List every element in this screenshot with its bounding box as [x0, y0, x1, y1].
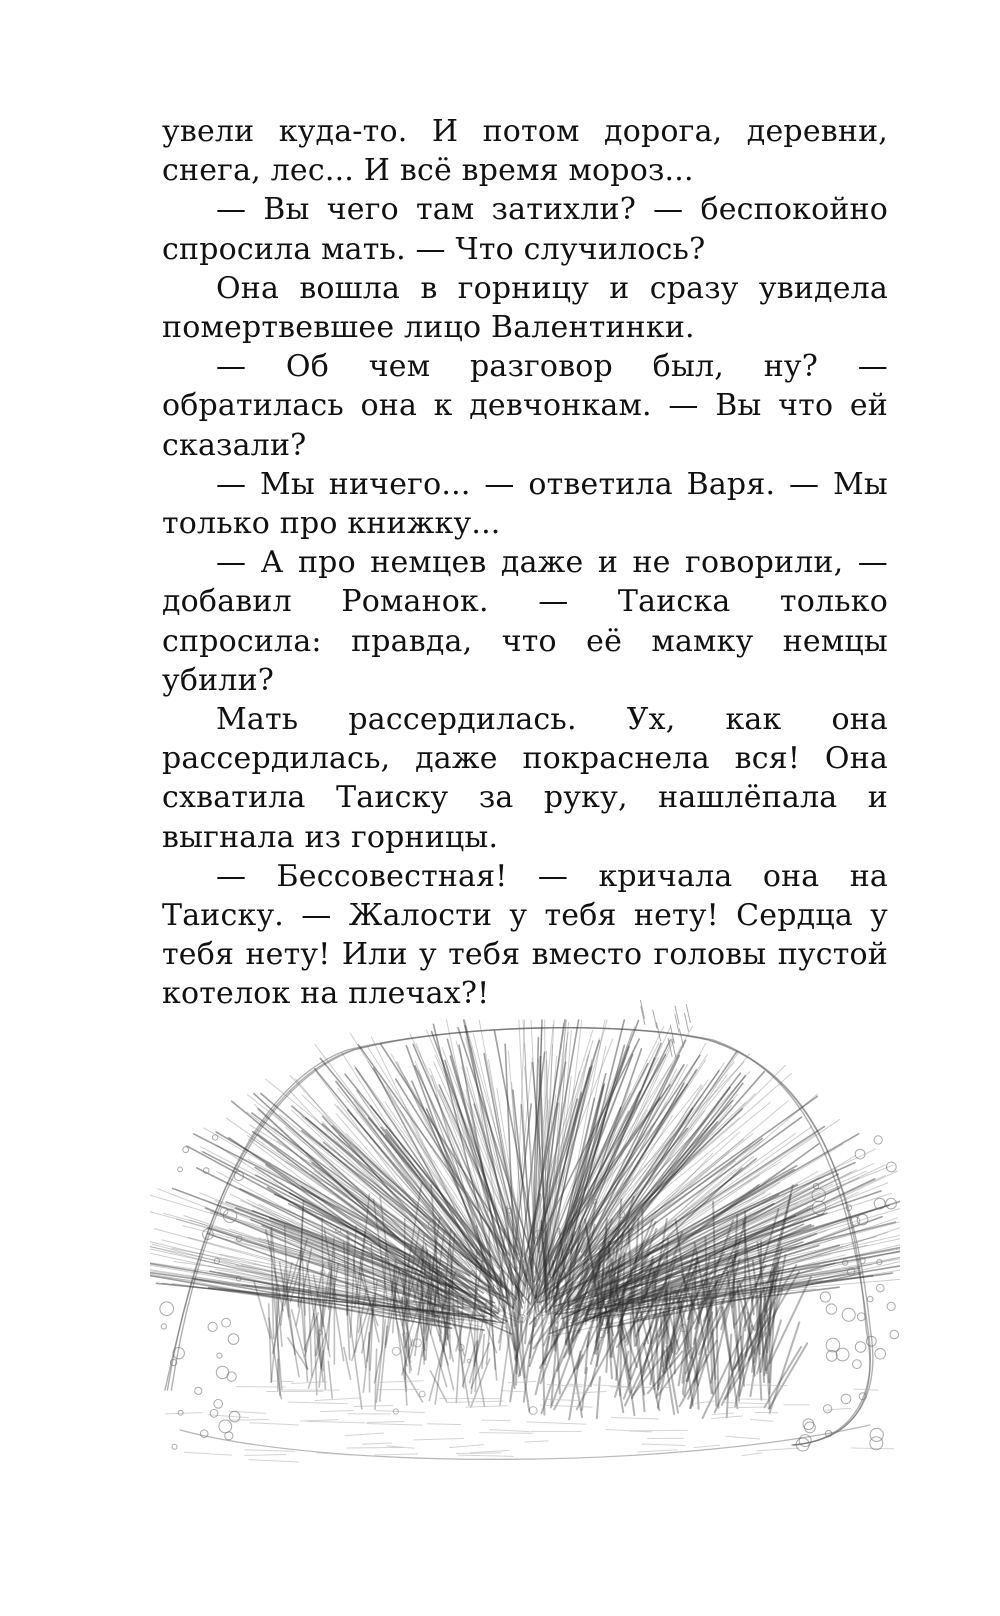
paragraph-8: — Бессовестная! — кричала она на Таиску. — Жалости у тебя нету! Сердца у тебя нету! Или у тебя вместо головы пустой котелок на плечах?!	[162, 858, 888, 1012]
paragraph-1: увели куда-то. И потом дорога, деревни, снега, лес... И всё время мороз...	[162, 114, 888, 189]
paragraph-2: — Вы чего там затихли? — беспокойно спросила мать. — Что случилось?	[162, 192, 888, 267]
book-page-text	[162, 112, 888, 1014]
paragraph-6: — А про немцев даже и не говорили, — добавил Романок. — Таиска только спросила: правда, что её мамку немцы убили?	[162, 545, 888, 698]
pencil-sketch-crater-icon	[150, 1000, 900, 1470]
paragraph-5: — Мы ничего... — ответила Варя. — Мы только про книжку...	[162, 466, 888, 542]
paragraph-3: Она вошла в горницу и сразу увидела помертвевшее лицо Валентинки.	[162, 270, 888, 346]
paragraph-4: — Об чем разговор был, ну? — обратилась она к девчонкам. — Вы что ей сказали?	[162, 349, 888, 463]
paragraph-7: Мать рассердилась. Ух, как она рассердилась, даже покраснела вся! Она схватила Таиску за руку, нашлёпала и выгнала из горницы.	[162, 702, 888, 855]
